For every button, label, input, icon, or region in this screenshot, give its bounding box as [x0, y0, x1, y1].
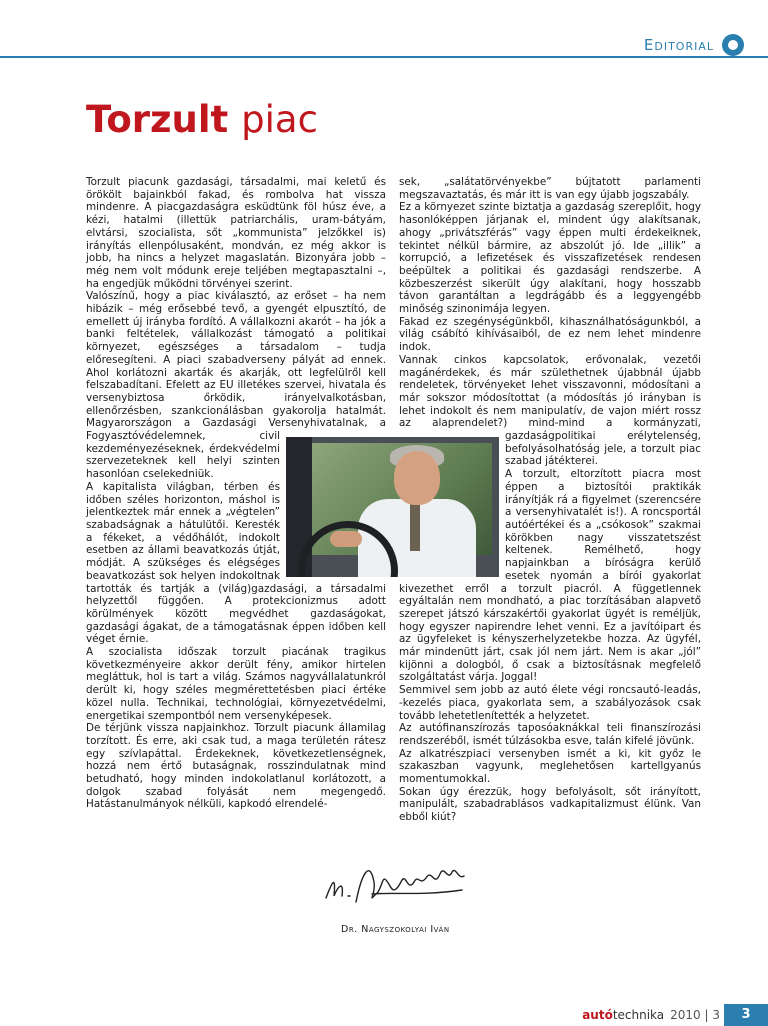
author-name: Dr. Nagyszokolyai Iván	[341, 924, 450, 935]
paragraph: Vannak cinkos kapcsolatok, erővonalak, vezetői magánérdekek, és már születhetnek újabbnál újabb rendeletek, törvényeket lehet visszavonni, módosítani a már sokszor módosítottat (a módosítás jó irányban is lehet indokolt és nem manipulatív, de vajon miért rossz az alaprendelet?) mind-mind a kormányzati, gazdaságpolitikai erélytelenség, befolyásolhatóság jele, a torzult piac szabad játékterei.	[399, 353, 701, 468]
page-footer	[0, 1004, 768, 1026]
magazine-logo-icon	[722, 34, 744, 56]
paragraph: A szocialista időszak torzult piacának tragikus következményeire akkor derült fény, amikor hirtelen megláttuk, hol is tart a világ. Számos nagyvállalatunkról derült ki, hogy széles megmérettetésben piaci értéke közel nulla. Technikai, technológiai, környezetvédelmi, energetikai szempontból nem versenyképesek.	[86, 646, 386, 722]
issue-label: 2010 | 3	[670, 1008, 720, 1022]
tie	[410, 503, 420, 551]
paragraph: Fakad ez szegénységünkből, kihasználhatóságunkból, a világ csábító kihívásaiból, de ez nem lehet mindenre indok.	[399, 315, 701, 354]
paragraph: De térjünk vissza napjainkhoz. Torzult piacunk államilag torzított. És erre, aki csak tud, a maga területén rátesz egy szívlapáttal. Érdekeknek, következetlenségnek, hozzá nem értő butaságnak, rosszindulatnak mind betudható, hogy minden indokolatlanul korlátozott, a dolgok szabad folyását nem megengedő. Hatástanulmányok nélküli, kapkodó elrendelé-	[86, 722, 386, 811]
paragraph: Valószínű, hogy a piac kiválasztó, az erőset – ha nem hibázik – még erősebbé tevő, a gyengét elpusztító, de emellett új irányba fordító. A vállalkozni akarót – ha jók a banki feltételek, vállalkozást támogató a politikai környezet, egészséges a társadalom – tudja előresegíteni. A piaci szabadverseny pályát ad ennek. Ahol korlátozni akarták és akarják, ott legfelülről kell felszabadítani. Efelett az EU illetékes szervei, hivatala és versenybiztosa őrködik, irányelvalkotásban, ellenőrzésben, szankcionálásban gyakorolja hatalmát. Magyarországon a Gazdasági Versenyhivatalnak, a Fogyasztóvédelemnek, civil kezdeményezéseknek, érdekvédelmi szervezeteknek kell helyi szinten hasonlóan cselekedniük.	[86, 290, 386, 481]
paragraph: Sokan úgy érezzük, hogy befolyásolt, sőt irányított, manipulált, szabadrablásos vadkapitalizmust élünk. Van ebből kiút?	[399, 785, 701, 824]
paragraph: A kapitalista világban, térben és időben széles horizonton, máshol is jelentkeztek már ennek a „végtelen” szabadságnak a hátulütői. Keresték a fékeket, a védőhálót, indokolt esetben az állami beavatkozás útját, módját. A szükséges és elégséges beavatkozást sok helyen indokoltnak tartották és tartják a (világ)gazdasági, a társadalmi helyzettől függően. A protekcionizmus adott körülmények között megvédhet gazdaságokat, gazdasági ágakat, de a támogatásnak éppen időben kell véget érnie.	[86, 480, 386, 646]
magazine-name-bold: autó	[582, 1008, 613, 1022]
article-title	[86, 98, 318, 142]
paragraph: Az alkatrészpiaci versenyben ismét a ki, kit győz le szakaszban vagyunk, meglehetősen kartellgyanús momentumokkal.	[399, 747, 701, 786]
title-bold: Torzult	[86, 98, 229, 141]
section-label: Editorial	[643, 36, 714, 54]
title-light: piac	[241, 98, 318, 141]
paragraph: A torzult, eltorzított piacra most éppen a biztosítói praktikák irányítják rá a figyelmet (szerencsére a versenyhivatalét is!). A roncsportál autóértékei és a „csókosok” szakmai körökben nagy visszatetszést keltenek. Remélhető, hogy napjainkban a bíróságra kerülő esetek nyomán a bírói gyakorlat kivezethet erről a torzult piacról. A függetlennek egyáltalán nem mondható, a piac torzításában alapvető szerepet játszó kárszakértői gyakorlat ügyét is reméljük, hogy egyszer napirendre lehet venni. Ez a javítóipart és az ügyfeleket is kényszerhelyzetekbe hozza. Az ügyfél, már mindenütt járt, csak jól nem járt. Nem is akar „jól” kijönni a dologból, ő csak a biztosításnak megfelelő szolgáltatást várja. Joggal!	[399, 468, 701, 684]
page-header	[0, 34, 768, 58]
paragraph: Az autófinanszírozás taposóaknákkal teli finanszírozási rendszeréből, ismét túlzásokba esve, talán kifelé jövünk.	[399, 722, 701, 747]
page-number: 3	[724, 1004, 768, 1026]
hand	[330, 531, 362, 547]
magazine-name	[582, 1008, 720, 1022]
face	[394, 451, 440, 505]
magazine-name-rest: technika	[612, 1008, 665, 1022]
handwritten-signature	[322, 852, 468, 916]
paragraph: sek, „salátatörvényekbe” bújtatott parlamenti megszavaztatás, és már itt is van egy újabb jogszabály.	[399, 176, 701, 201]
man-in-car-photo	[286, 437, 499, 577]
paragraph: Torzult piacunk gazdasági, társadalmi, mai keletű és örökölt bajainkból fakad, és rombolva hat vissza mindenre. A piacgazdaságra esküdtünk föl húsz éve, a kézi, hatalmi (illettük patriarchális, uram-bátyám, elvtársi, szocialista, sőt „kommunista” jelzőkkel is) irányítás ellenpólusaként, mondván, ez még akkor is jobb, ha nincs a helyzet magaslatán. Bizonyára jobb – még nem volt módunk ereje teljében megtapasztalni –, ha engedjük működni törvényei szerint.	[86, 176, 386, 290]
paragraph: Ez a környezet szinte biztatja a gazdaság szereplőit, hogy hasonlóképpen járjanak el, mindent úgy alakítsanak, ahogy „privátszférás” vagy éppen multi érdekeiknek, tekintet nélkül bármire, az abszolút jó. Ide „illik” a korrupció, a lefizetések és visszafizetések rendesen beépültek a politikai és gazdasági rendszerbe. A közbeszerzést sikerült úgy alakítani, hogy hosszabb távon garantáltan a legdrágább és a leggyengébb minőség szinonimája legyen.	[399, 201, 701, 316]
header-rule	[0, 56, 768, 58]
paragraph: Semmivel sem jobb az autó élete végi roncsautó-leadás, -kezelés piaca, gyakorlata sem, a szabályozások csak tovább lehetetlenítették a helyzetet.	[399, 684, 701, 722]
